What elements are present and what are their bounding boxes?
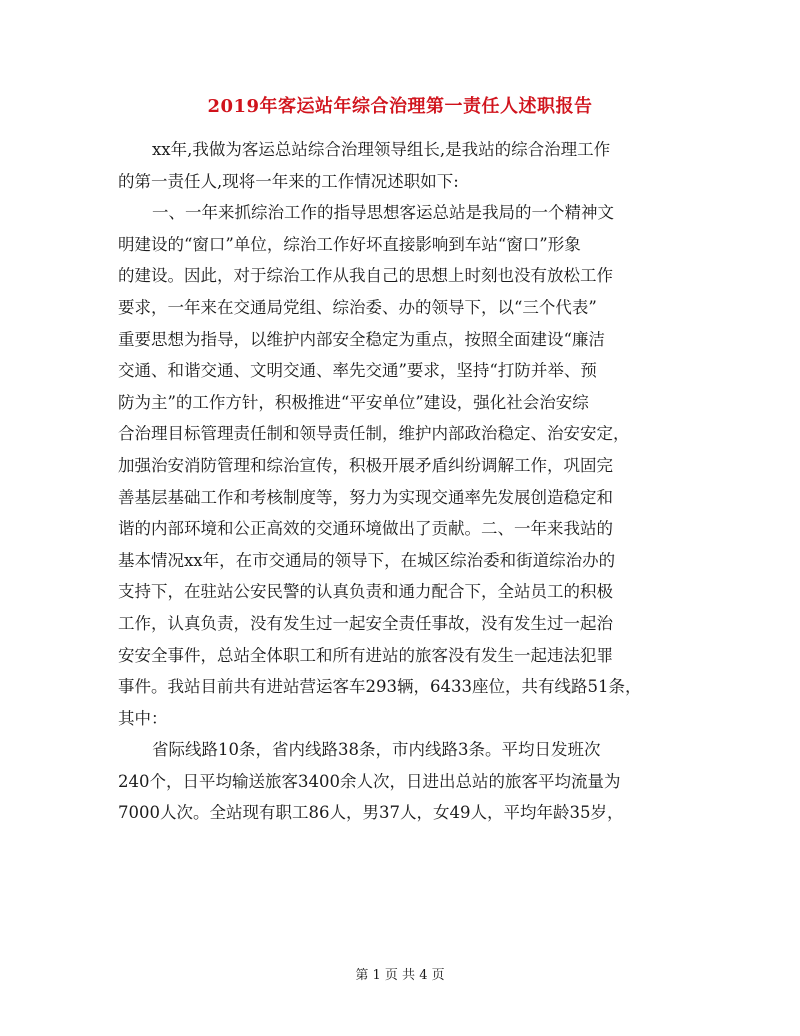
body-line: 的建设。因此，对于综治工作从我自己的思想上时刻也没有放松工作 bbox=[118, 266, 613, 286]
document-body bbox=[118, 134, 688, 829]
body-line: 合治理目标管理责任制和领导责任制，维护内部政治稳定、治安安定， bbox=[118, 424, 630, 444]
body-line: 加强治安消防管理和综治宣传，积极开展矛盾纠纷调解工作，巩固完 bbox=[118, 455, 613, 475]
body-line: 一、一年来抓综治工作的指导思想客运总站是我局的一个精神文 bbox=[152, 203, 614, 223]
body-line: 的第一责任人,现将一年来的工作情况述职如下: bbox=[118, 171, 459, 191]
body-line: 谐的内部环境和公正高效的交通环境做出了贡献。二、一年来我站的 bbox=[118, 519, 613, 539]
body-line: 其中： bbox=[118, 708, 168, 728]
body-line: 防为主”的工作方针，积极推进“平安单位”建设，强化社会治安综 bbox=[118, 392, 589, 412]
page-footer: 第 1 页 共 4 页 bbox=[355, 968, 445, 983]
body-line: 7000人次。全站现有职工86人，男37人，女49人，平均年龄35岁， bbox=[118, 803, 624, 823]
body-line: 要求，一年来在交通局党组、综治委、办的领导下，以“三个代表” bbox=[118, 297, 597, 317]
body-line: 善基层基础工作和考核制度等，努力为实现交通率先发展创造稳定和 bbox=[118, 487, 613, 507]
body-line: 明建设的“窗口”单位，综治工作好坏直接影响到车站“窗口”形象 bbox=[118, 234, 581, 254]
body-line: xx年,我做为客运总站综合治理领导组长,是我站的综合治理工作 bbox=[152, 140, 611, 159]
body-line: 交通、和谐交通、文明交通、率先交通”要求，坚持“打防并举、预 bbox=[118, 361, 597, 381]
body-line: 支持下，在驻站公安民警的认真负责和通力配合下，全站员工的积极 bbox=[118, 582, 613, 602]
body-line: 240个，日平均输送旅客3400余人次，日进出总站的旅客平均流量为 bbox=[118, 771, 621, 791]
body-line: 安安全事件，总站全体职工和所有进站的旅客没有发生一起违法犯罪 bbox=[118, 645, 613, 665]
body-line: 事件。我站目前共有进站营运客车293辆，6433座位，共有线路51条， bbox=[118, 677, 642, 697]
body-line: 基本情况xx年，在市交通局的领导下，在城区综治委和街道综治办的 bbox=[118, 550, 616, 570]
body-line: 工作，认真负责，没有发生过一起安全责任事故，没有发生过一起治 bbox=[118, 613, 613, 633]
document-title: 2019年客运站年综合治理第一责任人述职报告 bbox=[207, 96, 593, 117]
body-line: 重要思想为指导，以维护内部安全稳定为重点，按照全面建设“廉洁 bbox=[118, 329, 605, 349]
body-line: 省际线路10条，省内线路38条，市内线路3条。平均日发班次 bbox=[152, 740, 601, 760]
